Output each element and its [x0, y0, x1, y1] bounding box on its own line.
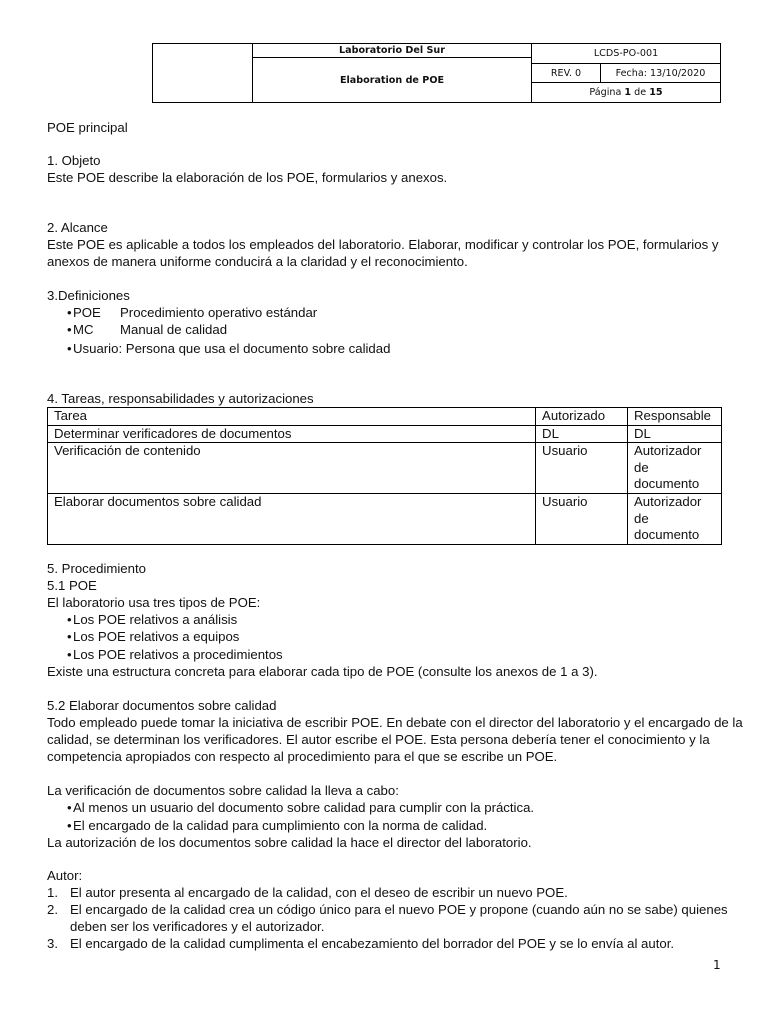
section-3-title: 3.Definiciones [47, 288, 130, 303]
section-5-1-title: 5.1 POE [47, 578, 97, 593]
table-header-row [48, 408, 722, 426]
paragraph-line: calidad, se determinan los verificadores. El autor escribe el POE. Esta persona debería tener el conocimiento y la [47, 732, 710, 747]
table-cell: Autorizador de documento [628, 443, 722, 494]
table-header-cell: Tarea [48, 408, 536, 426]
document-header [152, 43, 721, 103]
lab-name: Laboratorio Del Sur [253, 44, 532, 58]
table-cell: Usuario [536, 494, 628, 545]
paragraph-line: competencia apropiados con respecto al procedimiento para el que se escribe un POE. [47, 749, 558, 764]
table-row [48, 494, 722, 545]
list-item: • Los POE relativos a análisis [73, 611, 237, 628]
table-cell: Elaborar documentos sobre calidad [48, 494, 536, 545]
main-title: POE principal [47, 120, 128, 135]
page-number: 1 [713, 958, 721, 972]
doc-title: Elaboration de POE [253, 58, 532, 102]
table-cell: DL [628, 425, 722, 443]
table-cell: DL [536, 425, 628, 443]
authorization-text: La autorización de los documentos sobre calidad la hace el director del laboratorio. [47, 835, 532, 850]
definition-item: • MC Manual de calidad [73, 321, 227, 338]
section-2-text-2: anexos de manera uniforme conducirá a la claridad y el reconocimiento. [47, 254, 468, 269]
list-item: • Al menos un usuario del documento sobre calidad para cumplir con la práctica. [73, 799, 534, 816]
doc-code: LCDS-PO-001 [532, 44, 720, 64]
table-row [48, 443, 722, 494]
table-header-cell: Responsable [628, 408, 722, 426]
autor-title: Autor: [47, 868, 83, 883]
page-info: Página 1 de 15 [589, 87, 663, 98]
definition-item: • Usuario: Persona que usa el documento sobre calidad [73, 340, 390, 357]
section-5-title: 5. Procedimiento [47, 561, 146, 576]
list-item: • Los POE relativos a procedimientos [73, 646, 283, 663]
table-cell: Usuario [536, 443, 628, 494]
paragraph-line: Todo empleado puede tomar la iniciativa de escribir POE. En debate con el director del laboratorio y el encargado de la [47, 715, 743, 730]
table-header-cell: Autorizado [536, 408, 628, 426]
definition-item: • POE Procedimiento operativo estándar [73, 304, 317, 321]
table-cell: Autorizador de documento [628, 494, 722, 545]
section-2-text-1: Este POE es aplicable a todos los empleados del laboratorio. Elaborar, modificar y controlar los POE, formularios y [47, 237, 719, 252]
task-table [47, 407, 722, 545]
section-1-text: Este POE describe la elaboración de los POE, formularios y anexos. [47, 170, 448, 185]
section-2-title: 2. Alcance [47, 220, 108, 235]
section-4-title: 4. Tareas, responsabilidades y autorizaciones [47, 391, 314, 406]
section-1-title: 1. Objeto [47, 153, 101, 168]
revision: REV. 0 [532, 64, 601, 83]
section-5-2-title: 5.2 Elaborar documentos sobre calidad [47, 698, 277, 713]
list-item: • Los POE relativos a equipos [73, 628, 239, 645]
section-5-1-intro: El laboratorio usa tres tipos de POE: [47, 595, 261, 610]
table-row [48, 425, 722, 443]
verification-intro: La verificación de documentos sobre calidad la lleva a cabo: [47, 783, 399, 798]
table-cell: Determinar verificadores de documentos [48, 425, 536, 443]
logo-cell [153, 44, 253, 102]
section-5-1-outro: Existe una estructura concreta para elaborar cada tipo de POE (consulte los anexos de 1 a 3). [47, 664, 598, 679]
list-item: • El encargado de la calidad para cumplimiento con la norma de calidad. [73, 817, 487, 834]
table-cell: Verificación de contenido [48, 443, 536, 494]
date: Fecha: 13/10/2020 [601, 64, 720, 83]
